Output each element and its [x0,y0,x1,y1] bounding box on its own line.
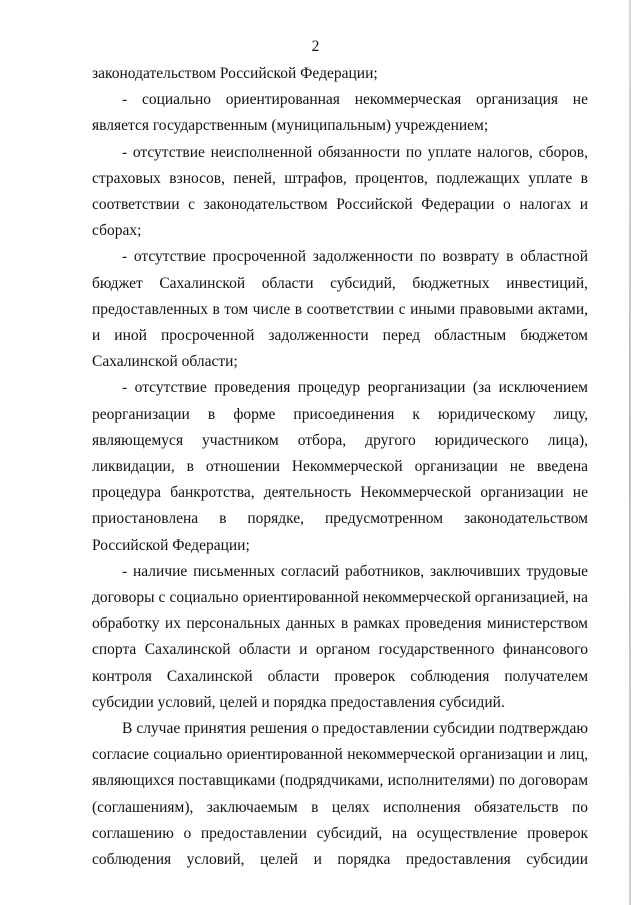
paragraph-no-budget-debt: - отсутствие просроченной задолженности по возврату в областной бюджет Сахалинской области субсидий, бюджетных инвестиций, предоставленных в том числе в соответствии с иными правовыми актами, и иной просроченной задолженности перед областным бюджетом Сахалинской области; [92,248,588,371]
page-number: 2 [311,38,320,55]
paragraph-continuation: законодательством Российской Федерации; [92,65,378,82]
document-body [92,61,588,873]
paragraph-inspection-consent: В случае принятия решения о предоставлении субсидии подтверждаю согласие социально ориентированной некоммерческой организации и лиц, являющихся поставщиками (подрядчиками, исполнителями) по договорам (соглашениям), заключаемым в целях исполнения обязательств по соглашению о предоставлении субсидий, на осуществление проверок соблюдения условий, целей и порядка предоставления субсидии [92,720,588,869]
paragraph-no-reorganization: - отсутствие проведения процедур реорганизации (за исключением реорганизации в форме присоединения к юридическому лицу, являющемуся участником отбора, другого юридического лица), ликвидации, в отношении Некоммерческой организации не введена процедура банкротства, деятельность Некоммерческой организации не приостановлена в порядке, предусмотренном законодательством Российской Федерации; [92,379,588,554]
paragraph-not-state-institution: - социально ориентированная некоммерческая организация не является государственным (муниципальным) учреждением; [92,91,588,135]
paragraph-personal-data-consent: - наличие письменных согласий работников, заключивших трудовые договоры с социально ориентированной некоммерческой организацией, на обработку их персональных данных в рамках проведения министерством спорта Сахалинской области и органом государственного финансового контроля Сахалинской области проверок соблюдения получателем субсидии условий, целей и порядка предоставления субсидий. [92,562,588,711]
paragraph-no-tax-debt: - отсутствие неисполненной обязанности по уплате налогов, сборов, страховых взносов, пеней, штрафов, процентов, подлежащих уплате в соответствии с законодательством Российской Федерации о налогах и сборах; [92,143,588,240]
